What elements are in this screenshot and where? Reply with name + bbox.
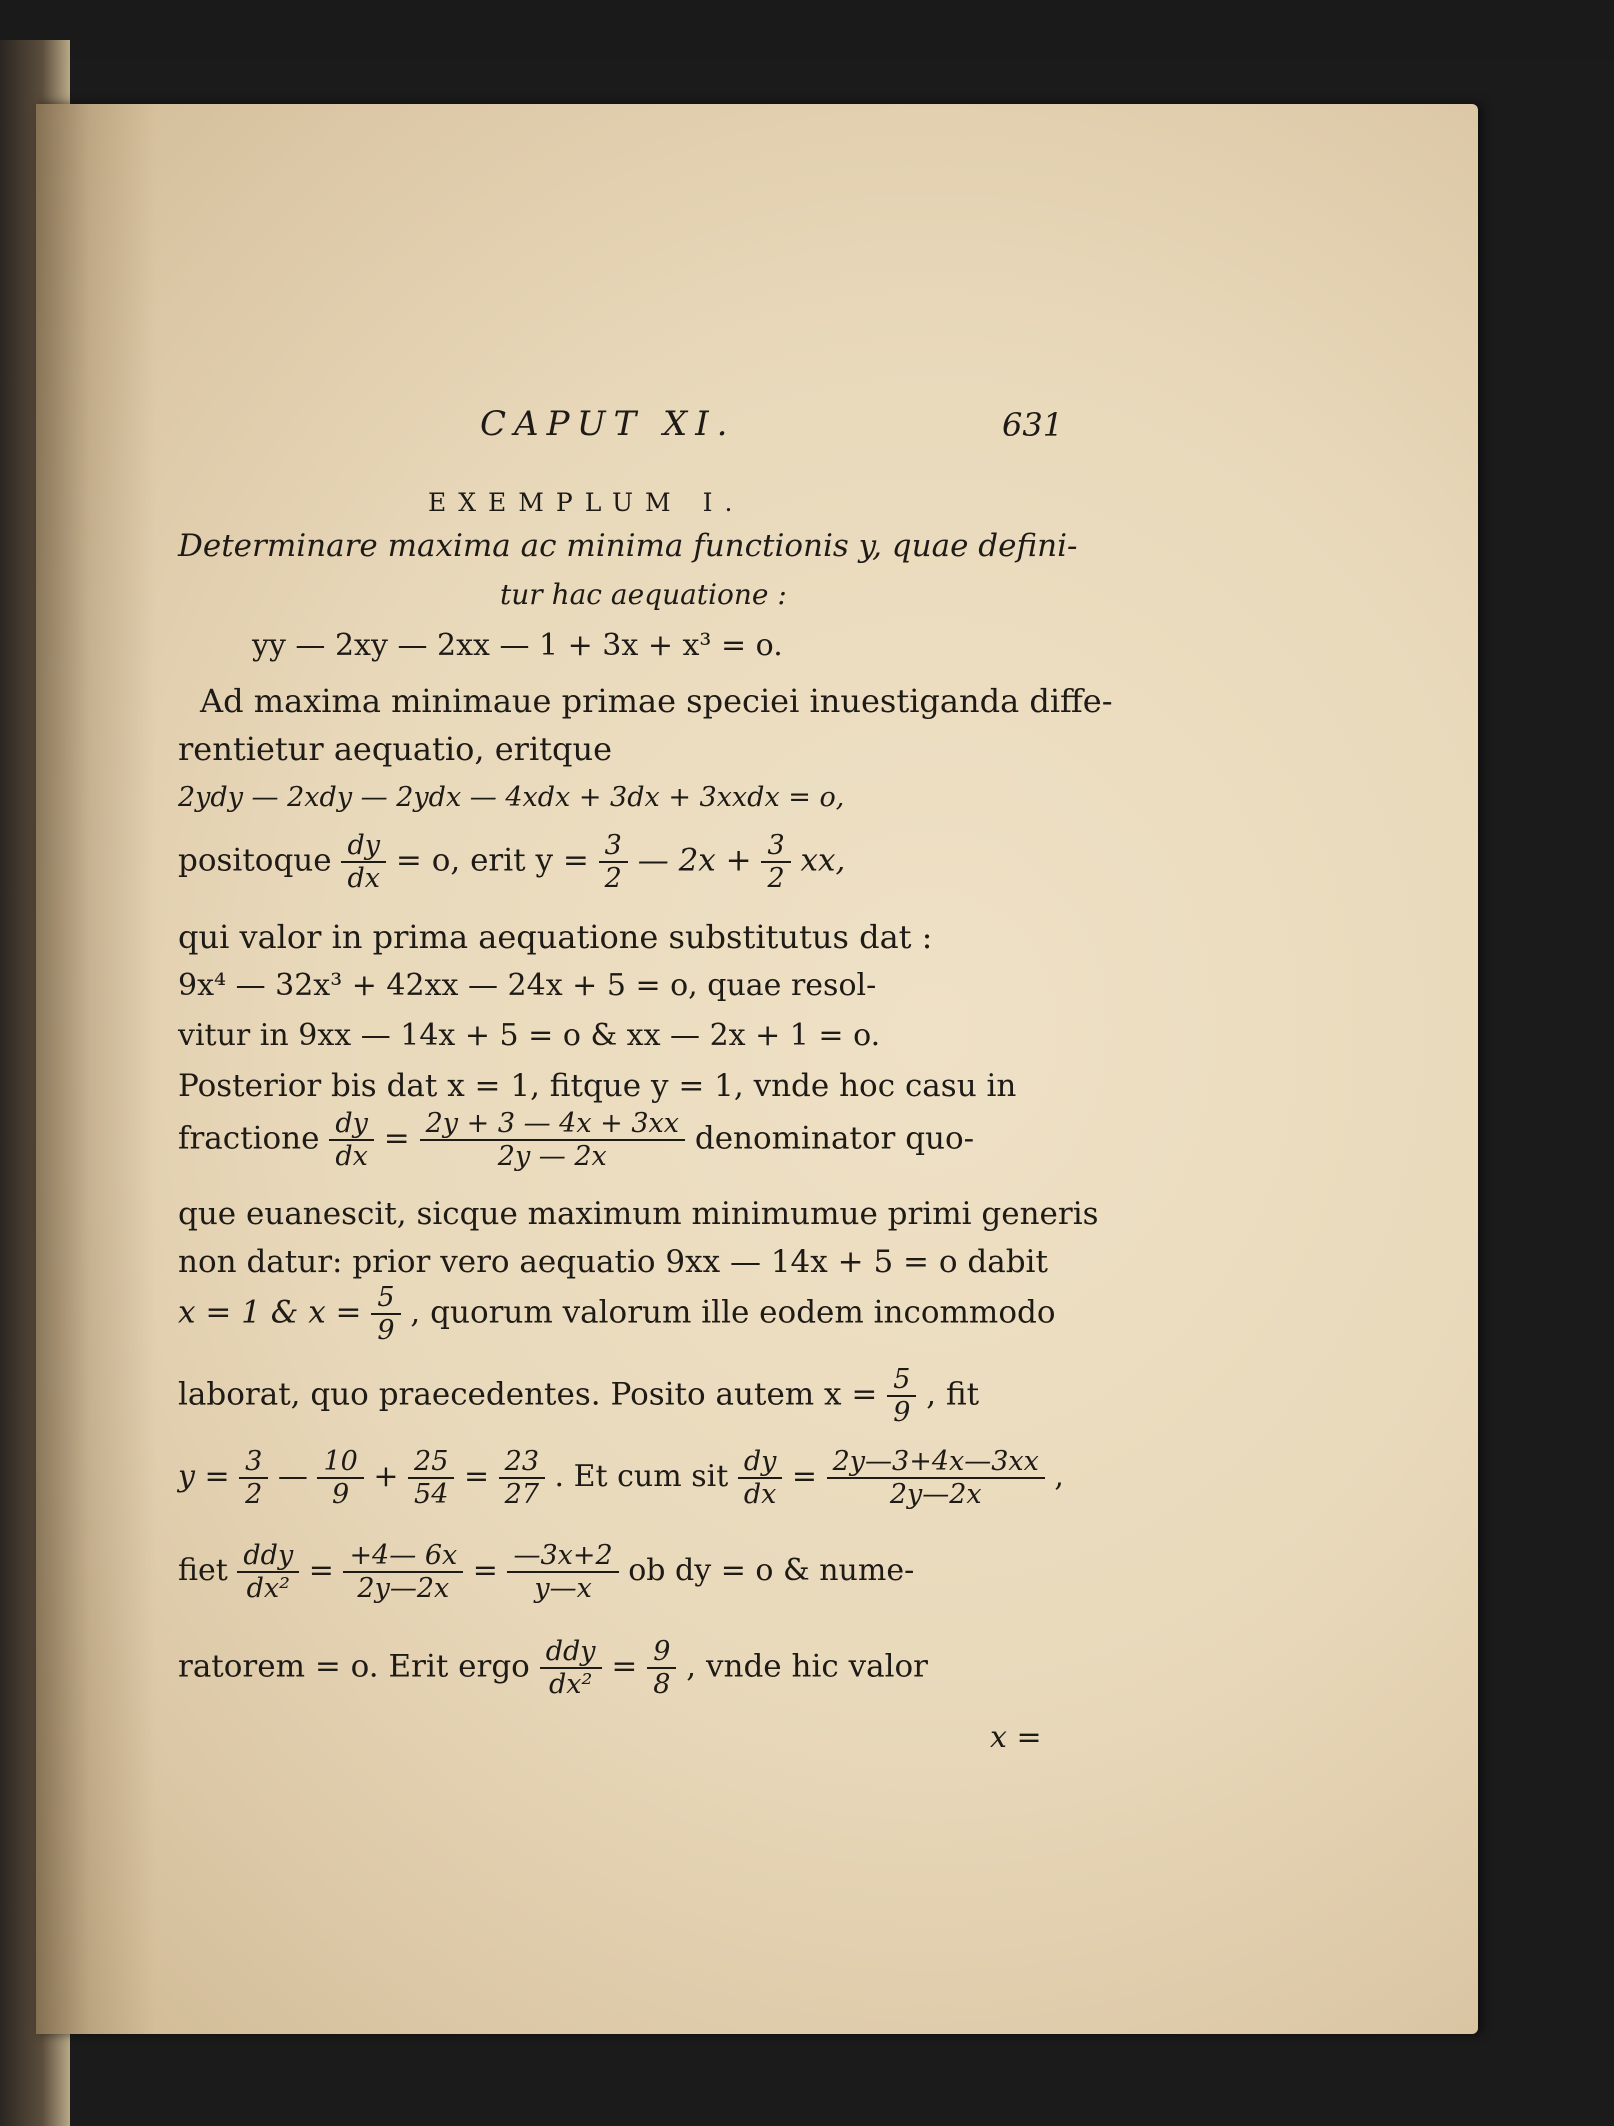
fraction-numerator: dy	[335, 1108, 368, 1139]
equation-segment: ob dy = o & nume-	[628, 1553, 915, 1589]
body-text-line: Ad maxima minimaue primae speciei inuestiganda diffe-	[200, 682, 1113, 720]
fractione-word: fractione	[178, 1120, 320, 1157]
equation-segment: ratorem = o. Erit ergo	[178, 1648, 530, 1685]
fraction-numerator: 5	[893, 1364, 911, 1395]
fraction-denominator: dx²	[540, 1667, 602, 1700]
body-text-line	[178, 830, 845, 894]
equation-segment: , fit	[926, 1376, 980, 1413]
body-text-line	[178, 1364, 979, 1428]
fraction	[341, 830, 386, 894]
fraction	[343, 1540, 463, 1604]
fraction	[599, 830, 628, 894]
body-text-line	[178, 1636, 928, 1700]
page-number: 631	[1002, 406, 1064, 444]
fraction-numerator: 3	[245, 1446, 263, 1477]
fraction	[540, 1636, 602, 1700]
fraction-numerator: dy	[743, 1446, 777, 1477]
body-text-line: non datur: prior vero aequatio 9xx — 14x + 5 = o dabit	[178, 1244, 1048, 1280]
equals-sign: =	[383, 1120, 410, 1157]
fraction	[647, 1636, 676, 1700]
fraction	[239, 1446, 268, 1510]
catchword: x =	[990, 1720, 1042, 1755]
fraction-denominator: 9	[317, 1477, 363, 1510]
fraction	[887, 1364, 916, 1428]
problem-text-line: Determinare maxima ac minima functionis y, quae defini-	[178, 528, 1078, 564]
equation-segment: — 2x +	[637, 842, 752, 879]
fraction-numerator: 23	[504, 1446, 539, 1477]
equation-segment: , vnde hic valor	[686, 1648, 928, 1685]
fraction	[237, 1540, 299, 1604]
fraction	[761, 830, 790, 894]
main-equation: yy — 2xy — 2xx — 1 + 3x + x³ = o.	[252, 628, 783, 663]
fraction-denominator: dx	[341, 861, 386, 894]
fraction-numerator: ddy	[243, 1540, 294, 1571]
fraction-denominator: 2	[239, 1477, 268, 1510]
equation-segment: xx,	[800, 842, 846, 879]
fraction	[499, 1446, 545, 1510]
fraction	[371, 1282, 400, 1346]
equation-segment: fiet	[178, 1553, 228, 1589]
body-text-line	[178, 1108, 974, 1172]
running-head: CAPUT XI.	[480, 404, 736, 444]
fraction-numerator: 3	[767, 830, 785, 861]
fraction-numerator: 3	[604, 830, 622, 861]
fraction-denominator: 2y — 2x	[420, 1139, 685, 1172]
comma: ,	[1054, 1459, 1064, 1495]
body-text-line: Posterior bis dat x = 1, fitque y = 1, vnde hoc casu in	[178, 1068, 1017, 1104]
fraction-denominator: 2	[761, 861, 790, 894]
fraction-numerator: ddy	[545, 1636, 596, 1667]
fraction	[408, 1446, 454, 1510]
fraction-numerator: —3x+2	[513, 1540, 613, 1571]
fraction	[329, 1108, 374, 1172]
fraction-denominator: 8	[647, 1667, 676, 1700]
fraction-numerator: 9	[653, 1636, 671, 1667]
fraction-denominator: 9	[887, 1395, 916, 1428]
equation-segment: . Et cum sit	[554, 1459, 729, 1495]
fraction-numerator: 10	[323, 1446, 358, 1477]
fraction	[420, 1108, 685, 1172]
scan-background-top	[0, 0, 1614, 60]
equation-segment: denominator quo-	[694, 1120, 975, 1157]
body-text-line	[178, 1282, 1056, 1346]
fraction-denominator: 2y—2x	[343, 1571, 463, 1604]
body-text-line: que euanescit, sicque maximum minimumue primi generis	[178, 1196, 1099, 1232]
plus-sign: +	[373, 1459, 399, 1495]
fraction-numerator: +4— 6x	[349, 1540, 458, 1571]
fraction-numerator: 2y + 3 — 4x + 3xx	[425, 1108, 679, 1139]
equation-segment: y =	[178, 1459, 230, 1495]
fraction-denominator: y—x	[507, 1571, 618, 1604]
fraction-denominator: 27	[499, 1477, 545, 1510]
equals-sign: =	[472, 1553, 498, 1589]
body-text-line	[178, 1540, 914, 1604]
fraction-denominator: dx²	[237, 1571, 299, 1604]
fraction-denominator: 9	[371, 1313, 400, 1346]
fraction-denominator: dx	[738, 1477, 783, 1510]
equals-sign: =	[463, 1459, 490, 1495]
fraction	[738, 1446, 783, 1510]
equals-sign: =	[611, 1648, 638, 1685]
fraction	[507, 1540, 618, 1604]
fraction-numerator: dy	[347, 830, 381, 861]
problem-text-line: tur hac aequatione :	[500, 578, 787, 611]
equation-segment: x = 1 & x =	[178, 1294, 362, 1331]
fraction-denominator: 2	[599, 861, 628, 894]
differential-equation: 2ydy — 2xdy — 2ydx — 4xdx + 3dx + 3xxdx = o,	[178, 782, 845, 813]
body-text-line: 9x⁴ — 32x³ + 42xx — 24x + 5 = o, quae resol-	[178, 968, 877, 1003]
body-text-line: qui valor in prima aequatione substitutus dat :	[178, 918, 933, 956]
fraction-denominator: dx	[329, 1139, 374, 1172]
minus-sign: —	[277, 1459, 308, 1495]
fraction	[317, 1446, 363, 1510]
body-text-line: vitur in 9xx — 14x + 5 = o & xx — 2x + 1 = o.	[178, 1018, 881, 1053]
equation-segment: , quorum valorum ille eodem incommodo	[410, 1294, 1056, 1331]
gutter-shadow	[36, 104, 156, 2034]
fraction-denominator: 54	[408, 1477, 454, 1510]
equals-sign: =	[791, 1459, 818, 1495]
fraction	[827, 1446, 1045, 1510]
equation-segment: = o, erit y =	[395, 842, 589, 879]
fraction-numerator: 5	[377, 1282, 395, 1313]
equals-sign: =	[308, 1553, 334, 1589]
equation-segment: laborat, quo praecedentes. Posito autem x =	[178, 1376, 878, 1413]
body-text-line	[178, 1446, 1064, 1510]
exemplum-heading: EXEMPLUM I.	[428, 488, 745, 517]
fraction-numerator: 25	[414, 1446, 449, 1477]
fraction-numerator: 2y—3+4x—3xx	[832, 1446, 1039, 1477]
posito-word: positoque	[178, 842, 332, 879]
fraction-denominator: 2y—2x	[827, 1477, 1045, 1510]
body-text-line: rentietur aequatio, eritque	[178, 730, 613, 768]
